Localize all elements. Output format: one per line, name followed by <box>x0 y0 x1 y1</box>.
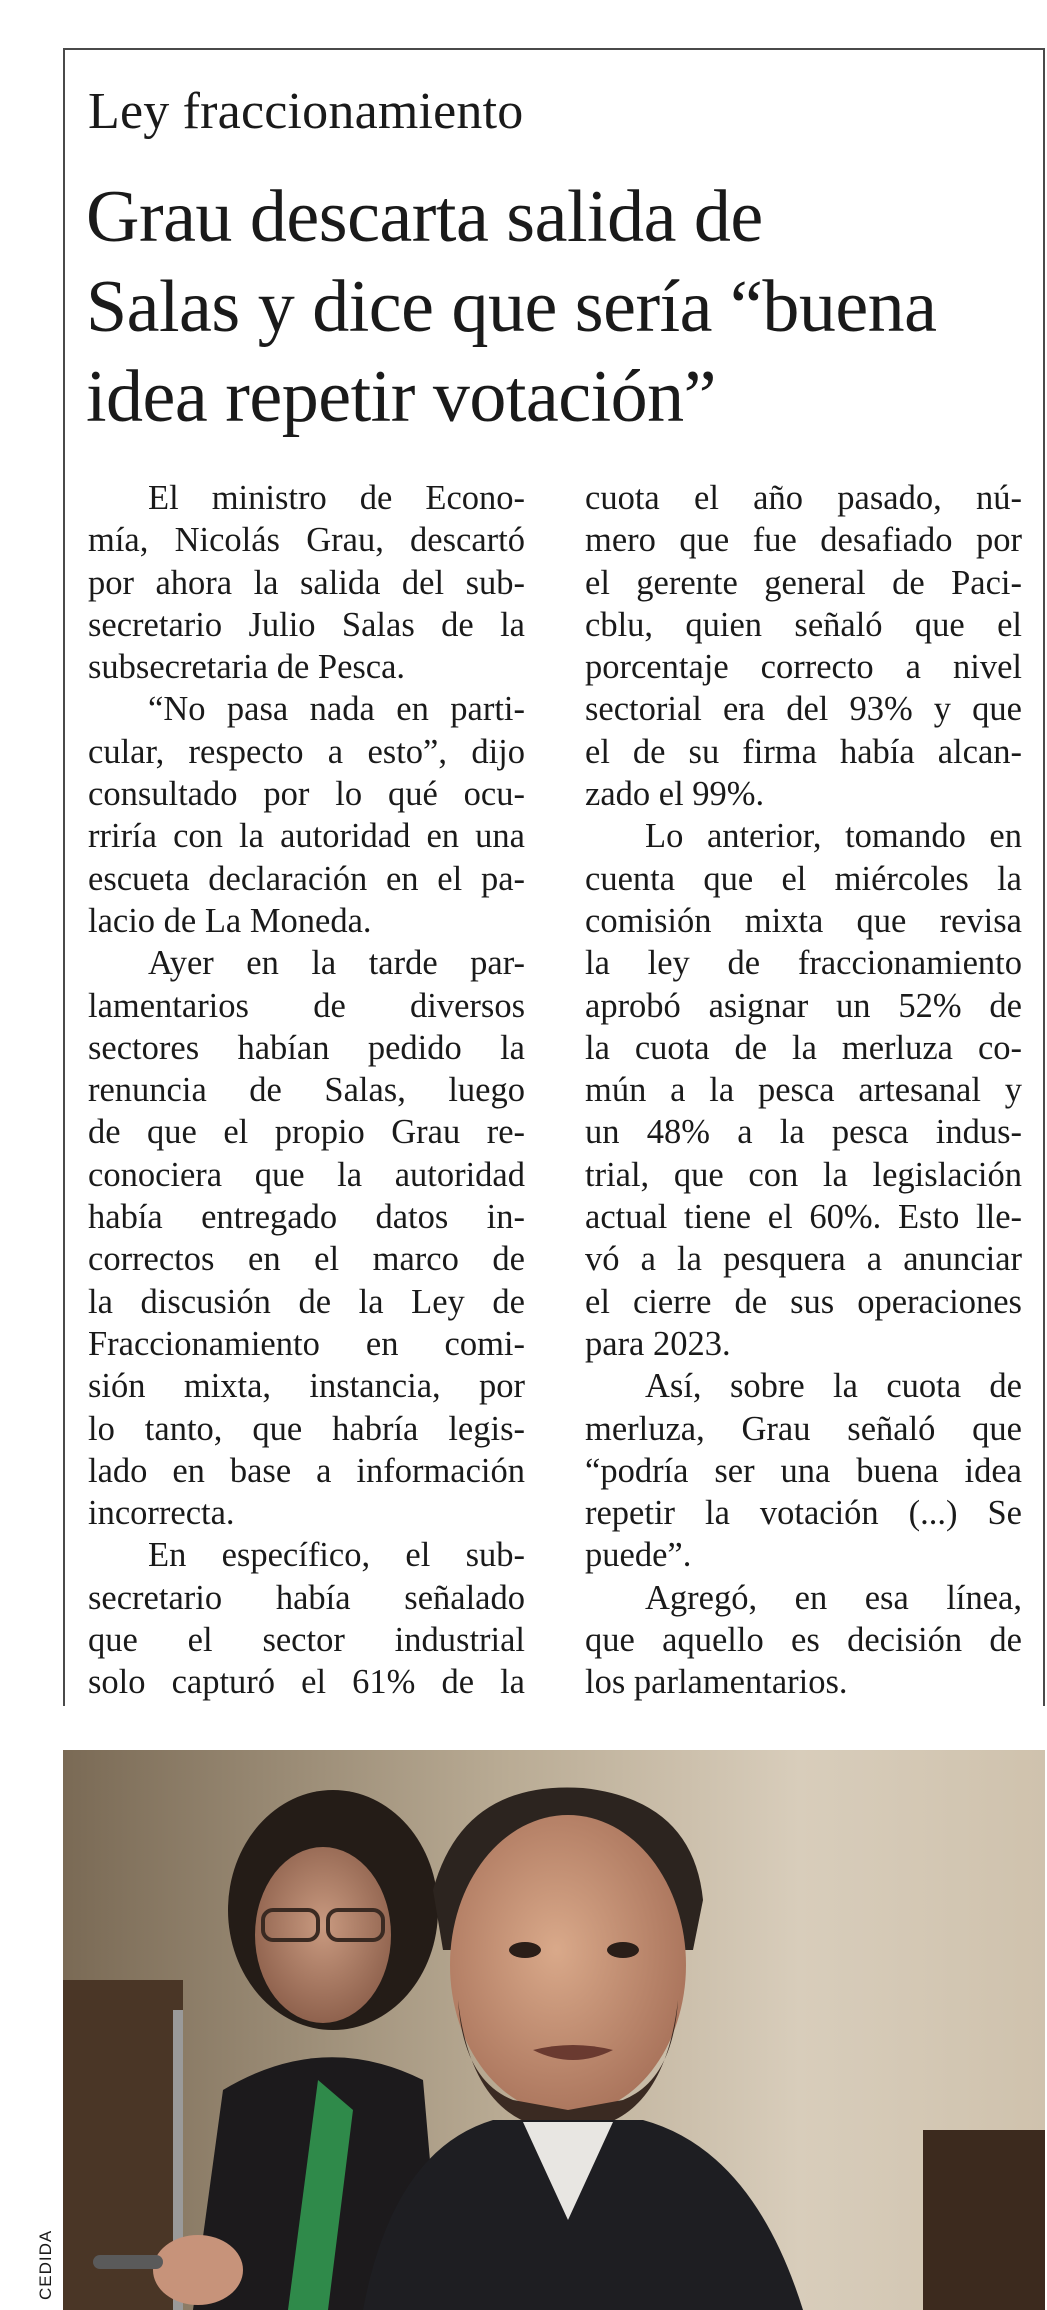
body-line: porcentaje correcto a nivel <box>585 648 1022 687</box>
body-line: mero que fue desafiado por <box>585 521 1022 560</box>
body-line: la cuota de la merluza co- <box>585 1028 1022 1067</box>
body-line: sión mixta, instancia, por <box>88 1367 525 1406</box>
body-line: escueta declaración en el pa- <box>88 859 525 898</box>
body-line: subsecretaria de Pesca. <box>88 648 406 687</box>
body-line: que aquello es decisión de <box>585 1621 1022 1660</box>
body-line: para 2023. <box>585 1324 731 1363</box>
body-line: cblu, quien señaló que el <box>585 605 1022 644</box>
body-line: En específico, el sub- <box>148 1536 525 1575</box>
body-line: conociera que la autoridad <box>88 1155 525 1194</box>
wooden-chair-right <box>923 2130 1045 2310</box>
body-line: puede”. <box>585 1536 692 1575</box>
body-line: de que el propio Grau re- <box>88 1113 525 1152</box>
body-line: repetir la votación (...) Se <box>585 1494 1022 1533</box>
body-line: vó a la pesquera a anunciar <box>585 1240 1022 1279</box>
body-line: merluza, Grau señaló que <box>585 1409 1022 1448</box>
headline-line: Grau descarta salida de <box>86 176 763 258</box>
body-line: incorrecta. <box>88 1494 235 1533</box>
news-photo <box>63 1750 1045 2310</box>
body-line: sectorial era del 93% y que <box>585 690 1022 729</box>
body-column-left <box>88 477 525 1704</box>
body-line: Ayer en la tarde par- <box>148 944 525 983</box>
body-line: cuenta que el miércoles la <box>585 859 1022 898</box>
body-line: los parlamentarios. <box>585 1663 848 1702</box>
body-line: consultado por lo qué ocu- <box>88 775 525 814</box>
body-line: solo capturó el 61% de la <box>88 1663 525 1702</box>
body-line: secretario había señalado <box>88 1578 525 1617</box>
body-line: lo tanto, que habría legis- <box>88 1409 525 1448</box>
body-line: renuncia de Salas, luego <box>88 1071 525 1110</box>
headline-line: idea repetir votación” <box>86 356 716 438</box>
section-kicker: Ley fraccionamiento <box>88 83 524 140</box>
body-line: secretario Julio Salas de la <box>88 605 525 644</box>
body-line: por ahora la salida del sub- <box>88 563 525 602</box>
body-line: el gerente general de Paci- <box>585 563 1022 602</box>
body-line: “podría ser una buena idea <box>585 1451 1022 1490</box>
body-column-right <box>585 477 1022 1704</box>
body-line: aprobó asignar un 52% de <box>585 986 1022 1025</box>
body-line: zado el 99%. <box>585 775 765 814</box>
body-line: un 48% a la pesca indus- <box>585 1113 1022 1152</box>
body-line: había entregado datos in- <box>88 1198 525 1237</box>
body-line: trial, que con la legislación <box>585 1155 1022 1194</box>
body-line: correctos en el marco de <box>88 1240 525 1279</box>
photo-credit: CEDIDA <box>36 2229 55 2300</box>
body-line: El ministro de Econo- <box>148 479 525 517</box>
body-line: cular, respecto a esto”, dijo <box>88 732 525 771</box>
body-line: lado en base a información <box>88 1451 525 1490</box>
body-line: la ley de fraccionamiento <box>585 944 1022 983</box>
headline <box>86 172 1036 442</box>
body-line: Así, sobre la cuota de <box>645 1367 1022 1406</box>
body-line: el cierre de sus operaciones <box>585 1282 1022 1321</box>
body-line: lamentarios de diversos <box>88 986 525 1025</box>
body-line: mún a la pesca artesanal y <box>585 1071 1022 1110</box>
body-line: actual tiene el 60%. Esto lle- <box>585 1198 1022 1237</box>
body-line: Agregó, en esa línea, <box>645 1578 1022 1617</box>
body-line: Fraccionamiento en comi- <box>88 1324 525 1363</box>
body-line: cuota el año pasado, nú- <box>585 479 1022 517</box>
body-line: sectores habían pedido la <box>88 1028 525 1067</box>
photo-illustration <box>63 1750 1045 2310</box>
body-line: comisión mixta que revisa <box>585 901 1022 940</box>
headline-line: Salas y dice que sería “buena <box>86 266 937 348</box>
body-line: la discusión de la Ley de <box>88 1282 525 1321</box>
body-line: lacio de La Moneda. <box>88 901 372 940</box>
body-line: rriría con la autoridad en una <box>88 817 525 856</box>
body-line: Lo anterior, tomando en <box>645 817 1022 856</box>
body-line: mía, Nicolás Grau, descartó <box>88 521 525 560</box>
body-line: que el sector industrial <box>88 1621 525 1660</box>
body-line: el de su firma había alcan- <box>585 732 1022 771</box>
body-line: “No pasa nada en parti- <box>148 690 525 729</box>
